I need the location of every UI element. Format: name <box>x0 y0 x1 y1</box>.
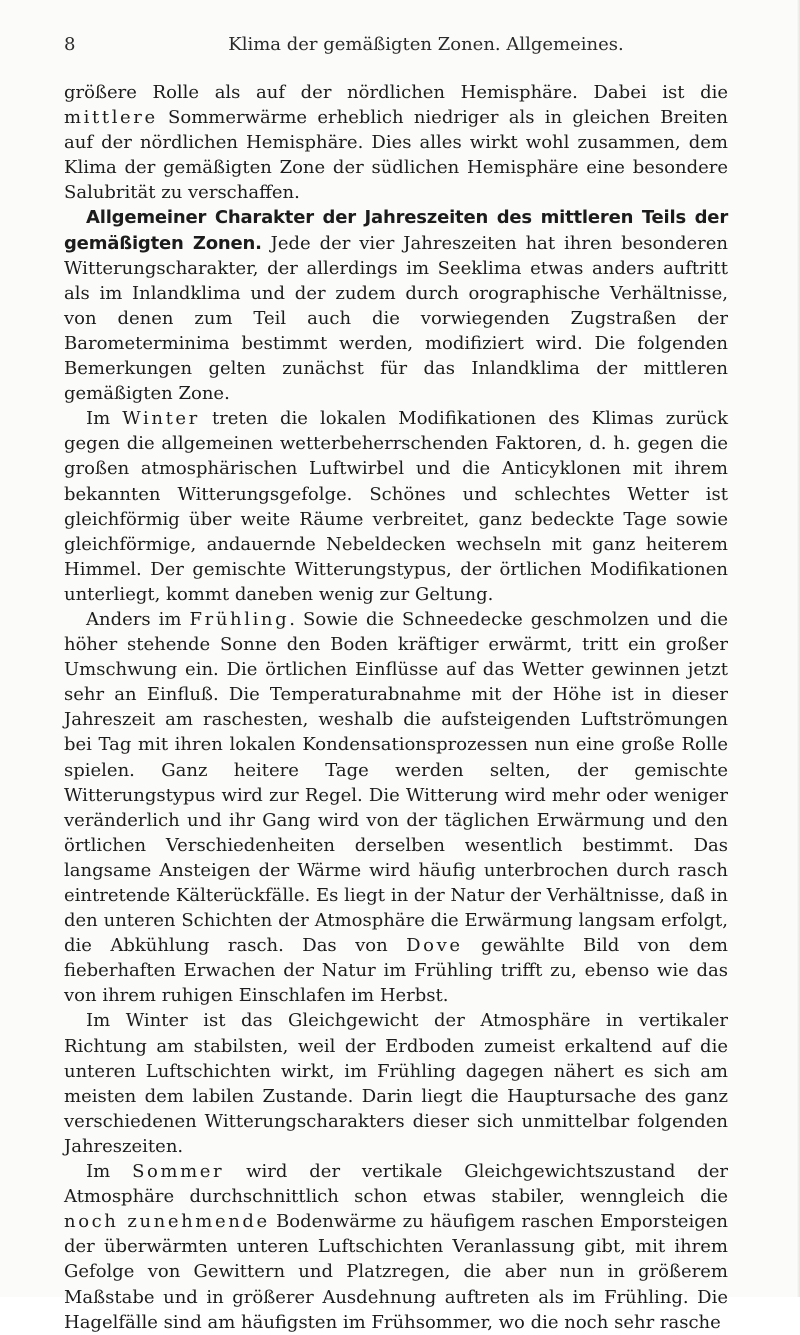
page-edge <box>796 0 800 1297</box>
page-number: 8 <box>64 34 76 55</box>
paragraph-summer <box>64 1159 728 1335</box>
text-run: Jede der vier Jahreszeiten hat ihren besonderen Witterungscharakter, der allerdings im Seeklima etwas anders auftritt als im Inlandklima und der zudem durch orographische Verhältnisse, von denen zum Teil auch die vorwiegenden Zugstraßen der Barometerminima bestimmt werden, modifiziert wird. Die folgenden Bemerkungen gelten zunächst für das Inlandklima der mittleren gemäßigten Zone. <box>64 232 728 405</box>
text-run: Im <box>86 1161 133 1183</box>
body-text <box>64 80 728 1335</box>
text-run: Anders im <box>86 608 190 630</box>
emphasis-text: Frühling <box>189 608 290 630</box>
text-run: Im <box>86 408 123 430</box>
paragraph-spring <box>64 607 728 1009</box>
emphasis-text: Winter <box>122 408 200 430</box>
emphasis-name: Dove <box>406 935 463 957</box>
text-run: . Sowie die Schneedecke geschmolzen und die höher stehende Sonne den Boden kräftiger erwärmt, tritt ein großer Umschwung ein. Die örtlichen Einflüsse auf das Wetter gewinnen jetzt sehr an Einfluß. Die Temperaturabnahme mit der Höhe ist in dieser Jahreszeit am raschesten, weshalb die aufsteigenden Luftströmungen bei Tag mit ihren lokalen Kondensationsprozessen nun eine große Rolle spielen. Ganz heitere Tage werden selten, der gemischte Witterungstypus wird zur Regel. Die Witterung wird mehr oder weniger veränderlich und ihr Gang wird von der täglichen Erwärmung und den örtlichen Verschiedenheiten derselben wesentlich bestimmt. Das langsame Ansteigen der Wärme wird häufig unterbrochen durch rasch eintretende Kälterückfälle. Es liegt in der Natur der Verhältnisse, daß in den unteren Schichten der Atmosphäre die Erwärmung langsam erfolgt, die Abkühlung rasch. Das von <box>64 608 728 957</box>
text-run: Sommerwärme erheblich niedriger als in gleichen Breiten auf der nördlichen Hemisphäre. Dies alles wirkt wohl zusammen, dem Klima der gemäßigten Zone der südlichen Hemisphäre eine besondere Salubrität zu verschaffen. <box>64 107 728 204</box>
running-title: Klima der gemäßigten Zonen. Allgemeines. <box>228 34 624 55</box>
emphasis-text: noch zunehmende <box>64 1211 270 1233</box>
text-run: größere Rolle als auf der nördlichen Hemisphäre. Dabei ist die <box>64 82 728 103</box>
text-run: treten die lokalen Modifikationen des Klimas zurück gegen die allgemeinen wetterbeherrschenden Faktoren, d. h. gegen die großen atmosphärischen Luftwirbel und die Anticyklonen mit ihrem bekannten Witterungsgefolge. Schönes und schlechtes Wetter ist gleichförmig über weite Räume verbreitet, ganz bedeckte Tage sowie gleichförmige, andauernde Nebeldecken wechseln mit ganz heiterem Himmel. Der gemischte Witterungstypus, der örtlichen Modifikationen unterliegt, kommt daneben wenig zur Geltung. <box>64 408 728 605</box>
paragraph-2 <box>64 205 728 406</box>
emphasis-text: mittlere <box>64 107 158 129</box>
paragraph-winter <box>64 406 728 607</box>
text-run: wird der vertikale Gleichgewichtszustand der Atmosphäre durchschnittlich schon etwas stabiler, wenngleich die <box>64 1161 728 1208</box>
section-heading: Allgemeiner Charakter der Jahreszeiten des mittleren Teils der gemäßigten Zonen. <box>64 207 728 254</box>
text-run: gewählte Bild von dem fieberhaften Erwachen der Natur im Frühling trifft zu, ebenso wie das von ihrem ruhigen Einschlafen im Herbst. <box>64 935 728 1007</box>
page-header <box>64 34 728 60</box>
text-run: Bodenwärme zu häufigem raschen Emporsteigen der überwärmten unteren Luftschichten Veranlassung gibt, mit ihrem Gefolge von Gewittern und Platzregen, die aber nun in größerem Maßstabe und in größerer Ausdehnung auftreten als im Frühling. Die Hagelfälle sind am häufigsten im Frühsommer, wo die noch sehr rasche <box>64 1211 728 1333</box>
paragraph-equilibrium <box>64 1008 728 1159</box>
text-run: Im Winter ist das Gleichgewicht der Atmosphäre in vertikaler Richtung am stabilsten, weil der Erdboden zumeist erkaltend auf die unteren Luftschichten wirkt, im Frühling dagegen nähert es sich am meisten dem labilen Zustande. Darin liegt die Hauptursache des ganz verschiedenen Witterungscharakters dieser sich unmittelbar folgenden Jahreszeiten. <box>64 1010 728 1157</box>
emphasis-text: Sommer <box>132 1161 225 1183</box>
paragraph-1 <box>64 80 728 205</box>
